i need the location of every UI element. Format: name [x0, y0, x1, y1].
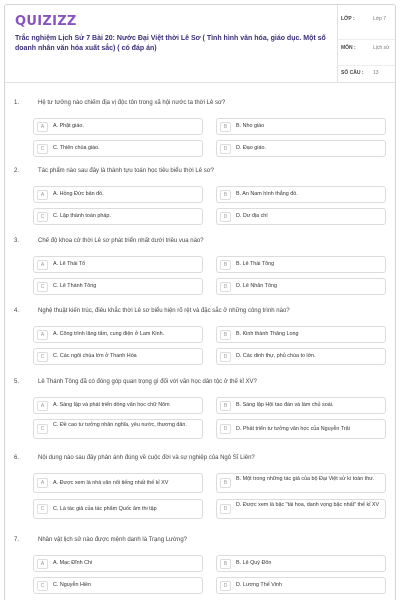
- option-letter: C: [37, 581, 48, 591]
- question-text: Nhân vật lịch sử nào được mệnh danh là Trạng Lường?: [38, 537, 188, 543]
- option-a[interactable]: [33, 118, 203, 135]
- option-text: D. Đạo giáo.: [236, 145, 266, 151]
- quizizz-logo: QUIZIZZ: [15, 14, 77, 29]
- option-d[interactable]: [216, 208, 386, 225]
- option-text: B. Lê Quý Đôn: [236, 560, 272, 566]
- option-d[interactable]: [216, 140, 386, 157]
- option-text: D. Được xem là bậc "tài hoa, danh vọng bậc nhất" thế kỉ XV: [236, 502, 380, 508]
- option-d[interactable]: [216, 278, 386, 295]
- meta-count-label: SỐ CÂU :: [341, 70, 364, 76]
- option-text: D. Lê Nhân Tông: [236, 283, 277, 289]
- option-c[interactable]: [33, 577, 203, 594]
- question-text: Lê Thánh Tông đã có đóng góp quan trọng gì đối với văn học dân tộc ở thế kỉ XV?: [38, 379, 257, 385]
- option-text: A. Mạc Đĩnh Chi: [53, 560, 93, 566]
- question-number: 2.: [14, 168, 20, 174]
- question-number: 6.: [14, 455, 20, 461]
- option-b[interactable]: [216, 326, 386, 343]
- option-letter: B: [220, 260, 231, 270]
- question-number: 5.: [14, 379, 20, 385]
- option-letter: A: [37, 559, 48, 569]
- option-b[interactable]: [216, 397, 386, 414]
- option-text: C. Lập thành toán pháp.: [53, 213, 111, 219]
- option-text: C. Là tác giả của tác phẩm Quốc âm thi tập: [53, 506, 157, 512]
- option-letter: B: [220, 559, 231, 569]
- question-number: 1.: [14, 100, 20, 106]
- option-letter: C: [37, 352, 48, 362]
- option-text: A. Được xem là nhà văn nổi tiếng nhất thế kỉ XV: [53, 480, 169, 486]
- option-text: A. Công trình lăng tẩm, cung điện ở Lam Kinh.: [53, 331, 165, 337]
- option-text: A. Hồng Đức bản đồ.: [53, 191, 104, 197]
- option-letter: A: [37, 190, 48, 200]
- option-letter: D: [220, 352, 231, 362]
- option-text: B. Sáng lập Hội tao đàn và làm chủ soái.: [236, 402, 334, 408]
- option-a[interactable]: [33, 256, 203, 273]
- option-letter: D: [220, 581, 231, 591]
- worksheet: [4, 4, 396, 600]
- meta-divider: [337, 5, 338, 83]
- option-b[interactable]: [216, 473, 386, 493]
- option-letter: D: [220, 504, 231, 514]
- option-c[interactable]: [33, 348, 203, 365]
- option-c[interactable]: [33, 419, 203, 439]
- question-text: Nghệ thuật kiến trúc, điêu khắc thời Lê sơ biểu hiện rõ rệt và đặc sắc ở những công trình nào?: [38, 308, 290, 314]
- option-letter: A: [37, 260, 48, 270]
- question-text: Nội dung nào sau đây phản ánh đúng về cuộc đời và sự nghiệp của Ngô Sĩ Liên?: [38, 455, 255, 461]
- option-letter: B: [220, 190, 231, 200]
- option-text: C. Đề cao tư tưởng nhân nghĩa, yêu nước, thương dân.: [53, 422, 187, 428]
- question-number: 7.: [14, 537, 20, 543]
- option-text: D. Các dinh thự, phủ chúa to lớn.: [236, 353, 316, 359]
- option-d[interactable]: [216, 348, 386, 365]
- option-letter: C: [37, 212, 48, 222]
- question-number: 3.: [14, 238, 20, 244]
- option-text: C. Nguyễn Hiền: [53, 582, 92, 588]
- meta-grade-value: Lớp 7: [373, 16, 387, 22]
- option-letter: D: [220, 282, 231, 292]
- meta-subject-label: MÔN :: [341, 45, 356, 51]
- option-letter: B: [220, 401, 231, 411]
- option-a[interactable]: [33, 186, 203, 203]
- meta-count-value: 13: [373, 70, 379, 76]
- option-c[interactable]: [33, 140, 203, 157]
- meta-separator: [338, 65, 396, 66]
- option-letter: B: [220, 478, 231, 488]
- option-letter: A: [37, 478, 48, 488]
- option-d[interactable]: [216, 419, 386, 439]
- option-text: B. Kinh thành Thăng Long: [236, 331, 299, 337]
- option-c[interactable]: [33, 499, 203, 519]
- option-a[interactable]: [33, 473, 203, 493]
- option-letter: D: [220, 424, 231, 434]
- option-a[interactable]: [33, 326, 203, 343]
- question-number: 4.: [14, 308, 20, 314]
- meta-subject-value: Lịch sử: [373, 45, 390, 51]
- option-text: B. Nho giáo: [236, 123, 265, 129]
- option-text: A. Sáng lập và phát triển dòng văn học chữ Nôm: [53, 402, 170, 408]
- option-b[interactable]: [216, 186, 386, 203]
- option-letter: C: [37, 144, 48, 154]
- worksheet-header: [5, 5, 395, 83]
- option-d[interactable]: [216, 499, 386, 519]
- option-letter: A: [37, 330, 48, 340]
- question-text: Tác phẩm nào sau đây là thành tựu toán học tiêu biểu thời Lê sơ?: [38, 168, 214, 174]
- option-letter: B: [220, 330, 231, 340]
- option-text: D. Lương Thế Vinh: [236, 582, 282, 588]
- option-b[interactable]: [216, 118, 386, 135]
- option-letter: C: [37, 424, 48, 434]
- option-letter: D: [220, 144, 231, 154]
- meta-grade-label: LỚP :: [341, 16, 355, 22]
- option-b[interactable]: [216, 256, 386, 273]
- option-text: B. An Nam hình thắng đồ.: [236, 191, 298, 197]
- option-letter: C: [37, 282, 48, 292]
- option-letter: C: [37, 504, 48, 514]
- option-text: A. Phật giáo.: [53, 123, 84, 129]
- option-text: D. Phát triển tư tưởng văn học của Nguyễn Trãi: [236, 426, 350, 432]
- option-text: B. Một trong những tác giả của bộ Đại Việt sử kí toàn thư.: [236, 476, 375, 482]
- option-letter: A: [37, 122, 48, 132]
- option-text: B. Lê Thái Tông: [236, 261, 275, 267]
- option-c[interactable]: [33, 208, 203, 225]
- option-letter: A: [37, 401, 48, 411]
- question-text: Chế độ khoa cử thời Lê sơ phát triển nhất dưới triều vua nào?: [38, 238, 204, 244]
- option-text: C. Lê Thánh Tông: [53, 283, 97, 289]
- option-text: D. Dư địa chí: [236, 213, 268, 219]
- meta-separator: [338, 39, 396, 40]
- question-text: Hệ tư tưởng nào chiếm địa vị độc tôn trong xã hội nước ta thời Lê sơ?: [38, 100, 226, 106]
- option-a[interactable]: [33, 555, 203, 572]
- option-b[interactable]: [216, 555, 386, 572]
- option-letter: D: [220, 212, 231, 222]
- worksheet-title: Trắc nghiệm Lịch Sử 7 Bài 20: Nước Đại Việt thời Lê Sơ ( Tình hình văn hóa, giáo dục. Một số doanh nhân văn hóa xuất sắc) ( có đáp án): [15, 35, 326, 52]
- option-c[interactable]: [33, 278, 203, 295]
- option-a[interactable]: [33, 397, 203, 414]
- option-text: C. Thiên chúa giáo.: [53, 145, 100, 151]
- option-d[interactable]: [216, 577, 386, 594]
- option-letter: B: [220, 122, 231, 132]
- option-text: C. Các ngôi chùa lớn ở Thanh Hóa: [53, 353, 137, 359]
- option-text: A. Lê Thái Tổ: [53, 261, 86, 267]
